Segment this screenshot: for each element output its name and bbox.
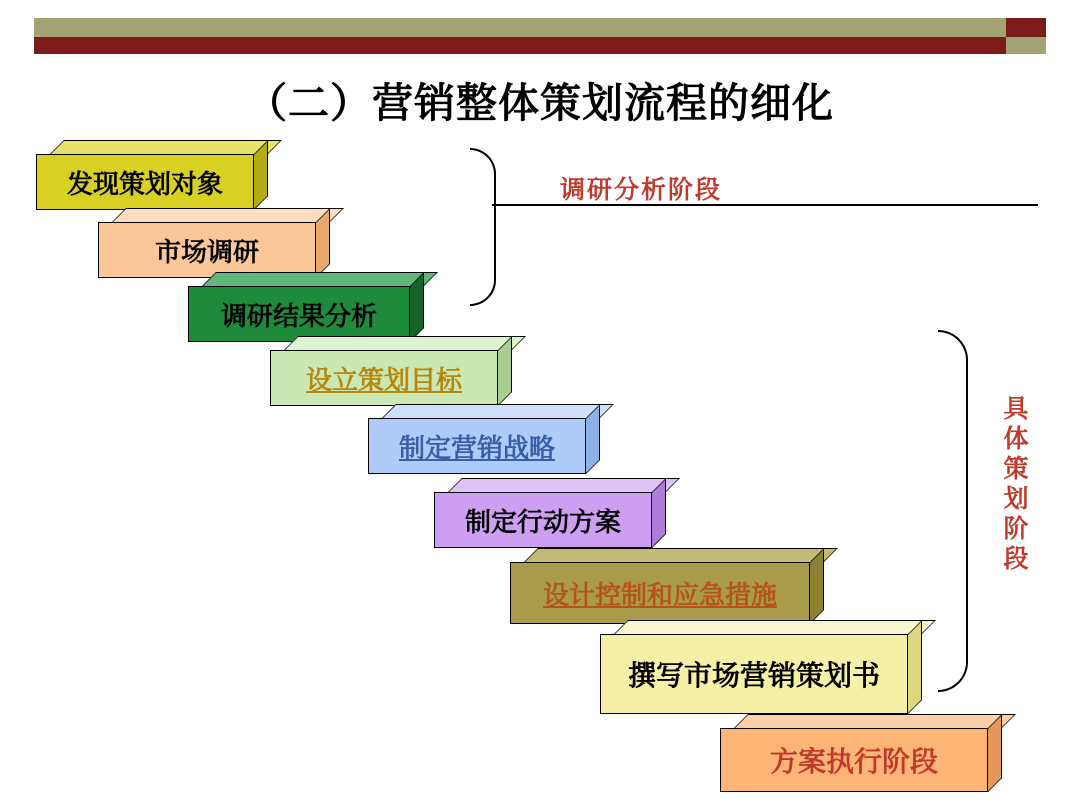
phase-label-char: 划	[1003, 486, 1029, 513]
slide-title: （二）营销整体策划流程的细化	[246, 80, 834, 126]
step-side-face	[652, 478, 666, 548]
phase-label-char: 阶	[1003, 516, 1029, 543]
phase-label-char: 段	[1003, 546, 1029, 573]
step-front-face	[720, 728, 988, 792]
step-top-face	[50, 140, 282, 154]
step-side-face	[586, 404, 600, 474]
step-top-face	[202, 272, 438, 286]
step-front-face	[188, 286, 410, 342]
step-label: 市场调研	[154, 237, 259, 267]
step-front-face	[270, 350, 498, 406]
step-top-face	[382, 404, 614, 418]
step-side-face	[254, 140, 268, 210]
step-label: 设立策划目标	[305, 365, 462, 395]
step-top-face	[524, 548, 838, 562]
step-front-face	[434, 492, 652, 548]
top-bar-maroon-band	[34, 37, 1006, 54]
step-top-face	[112, 208, 344, 222]
planning-phase-bracket	[938, 330, 968, 692]
research-phase-bracket	[470, 148, 496, 306]
step-label: 撰写市场营销策划书	[627, 661, 880, 692]
step-side-face	[908, 620, 922, 714]
step-side-face	[810, 548, 824, 624]
step-top-face	[448, 478, 680, 492]
step-top-face	[284, 336, 526, 350]
process-step-1	[36, 140, 268, 210]
phase-label-char: 具	[1003, 396, 1029, 423]
step-side-face	[316, 208, 330, 278]
step-front-face	[600, 634, 908, 714]
process-step-4	[270, 336, 512, 406]
phase-label-char: 策	[1003, 456, 1029, 483]
step-label: 调研结果分析	[220, 301, 377, 331]
step-front-face	[98, 222, 316, 278]
step-front-face	[510, 562, 810, 624]
step-top-face	[614, 620, 936, 634]
decorative-top-bar	[34, 18, 1046, 56]
process-step-7	[510, 548, 824, 624]
step-label: 发现策划对象	[66, 169, 223, 199]
step-top-face	[734, 714, 1016, 728]
top-bar-olive-cap	[1006, 37, 1046, 54]
top-bar-olive-band	[34, 18, 1006, 37]
step-front-face	[36, 154, 254, 210]
step-label: 制定行动方案	[464, 507, 621, 537]
step-label: 设计控制和应急措施	[542, 580, 777, 610]
process-step-9	[720, 714, 1002, 792]
step-side-face	[988, 714, 1002, 792]
top-bar-maroon-cap	[1006, 18, 1046, 37]
process-step-3	[188, 272, 424, 342]
research-analysis-phase-label: 调研分析阶段	[560, 177, 723, 204]
process-step-2	[98, 208, 330, 278]
process-step-6	[434, 478, 666, 548]
step-front-face	[368, 418, 586, 474]
process-step-5	[368, 404, 600, 474]
phase-label-char: 体	[1003, 426, 1029, 453]
step-side-face	[410, 272, 424, 342]
step-side-face	[498, 336, 512, 406]
step-label: 方案执行阶段	[769, 747, 938, 778]
process-step-8	[600, 620, 922, 714]
detailed-planning-phase-label	[1000, 395, 1032, 575]
step-label: 制定营销战略	[398, 433, 555, 463]
